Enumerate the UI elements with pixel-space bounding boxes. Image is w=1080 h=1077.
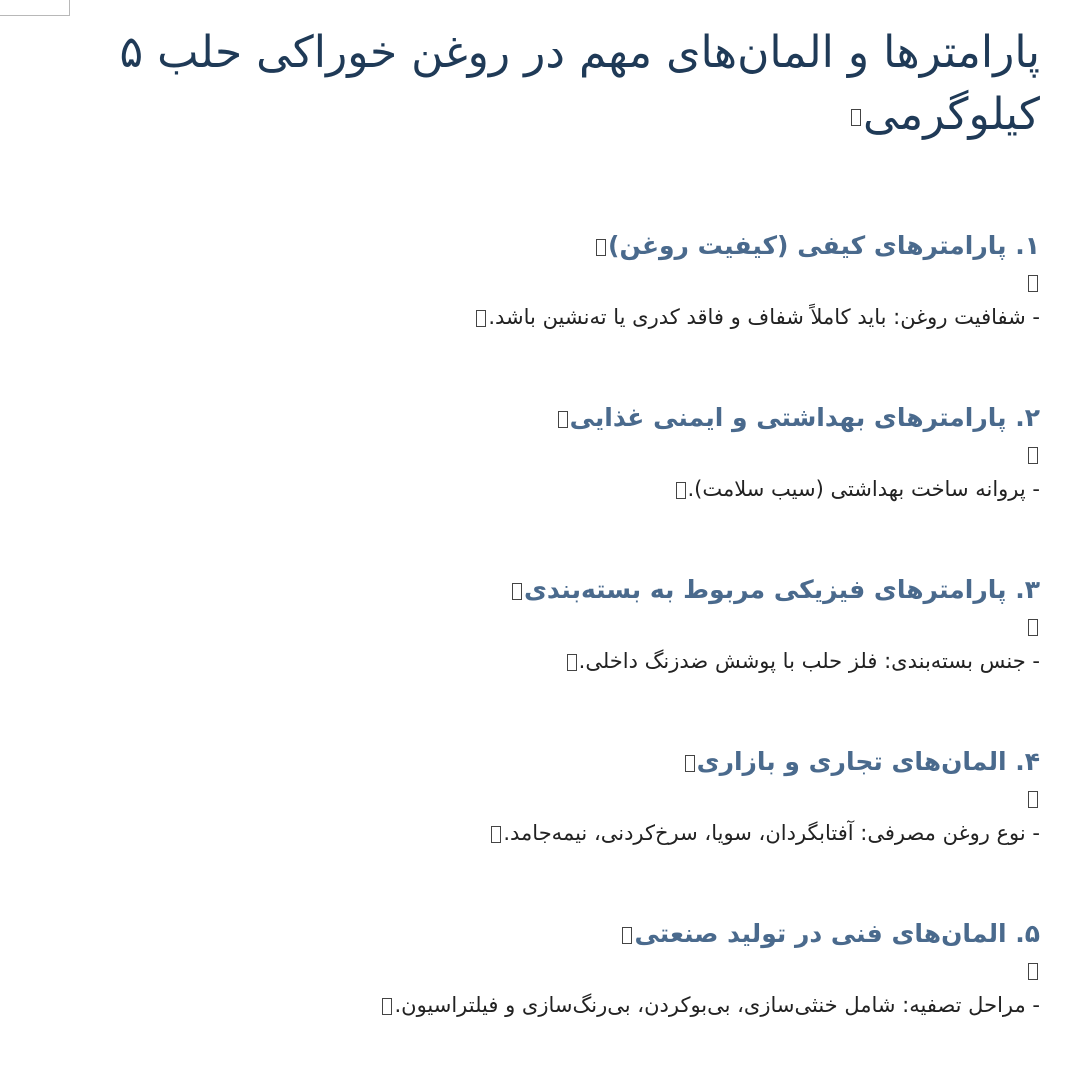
section-heading [80, 742, 1040, 782]
bullet-line [80, 644, 1040, 678]
section-heading-text: ۴. المان‌های تجاری و بازاری [696, 747, 1040, 776]
section-5 [80, 914, 1040, 1022]
missing-glyph-icon [558, 411, 568, 428]
section-4 [80, 742, 1040, 850]
empty-paragraph [80, 438, 1040, 472]
section-heading [80, 398, 1040, 438]
empty-paragraph [80, 610, 1040, 644]
bullet-text: - مراحل تصفیه: شامل خنثی‌سازی، بی‌بوکردن، بی‌رنگ‌سازی و فیلتراسیون. [394, 993, 1040, 1017]
bullet-text: - نوع روغن مصرفی: آفتابگردان، سویا، سرخ‌کردنی، نیمه‌جامد. [503, 821, 1040, 845]
document-title [80, 22, 1040, 146]
missing-glyph-icon [1028, 619, 1038, 636]
section-2 [80, 398, 1040, 506]
missing-glyph-icon [676, 482, 686, 499]
missing-glyph-icon [685, 755, 695, 772]
empty-paragraph [80, 266, 1040, 300]
missing-glyph-icon [382, 998, 392, 1015]
section-heading [80, 226, 1040, 266]
section-heading-text: ۲. پارامترهای بهداشتی و ایمنی غذایی [569, 403, 1040, 432]
section-heading [80, 570, 1040, 610]
bullet-text: - شفافیت روغن: باید کاملاً شفاف و فاقد کدری یا ته‌نشین باشد. [488, 305, 1040, 329]
section-heading [80, 914, 1040, 954]
page-corner-mark [0, 0, 70, 16]
bullet-line [80, 472, 1040, 506]
missing-glyph-icon [1028, 447, 1038, 464]
empty-paragraph [80, 954, 1040, 988]
bullet-line [80, 300, 1040, 334]
section-3 [80, 570, 1040, 678]
bullet-line [80, 988, 1040, 1022]
missing-glyph-icon [596, 239, 606, 256]
section-heading-text: ۱. پارامترهای کیفی (کیفیت روغن) [608, 231, 1040, 260]
missing-glyph-icon [567, 654, 577, 671]
document-title-text: پارامترها و المان‌های مهم در روغن خوراکی حلب ۵ کیلوگرمی [119, 27, 1040, 140]
missing-glyph-icon [622, 927, 632, 944]
missing-glyph-icon [851, 109, 861, 126]
missing-glyph-icon [512, 583, 522, 600]
section-heading-text: ۳. پارامترهای فیزیکی مربوط به بسته‌بندی [524, 575, 1040, 604]
bullet-line [80, 816, 1040, 850]
empty-paragraph [80, 782, 1040, 816]
missing-glyph-icon [1028, 963, 1038, 980]
section-heading-text: ۵. المان‌های فنی در تولید صنعتی [634, 919, 1040, 948]
missing-glyph-icon [1028, 275, 1038, 292]
document-page [70, 0, 1040, 1077]
missing-glyph-icon [476, 310, 486, 327]
bullet-text: - پروانه ساخت بهداشتی (سیب سلامت). [687, 477, 1040, 501]
section-1 [80, 226, 1040, 334]
bullet-text: - جنس بسته‌بندی: فلز حلب با پوشش ضدزنگ داخلی. [578, 649, 1040, 673]
missing-glyph-icon [1028, 791, 1038, 808]
missing-glyph-icon [491, 826, 501, 843]
